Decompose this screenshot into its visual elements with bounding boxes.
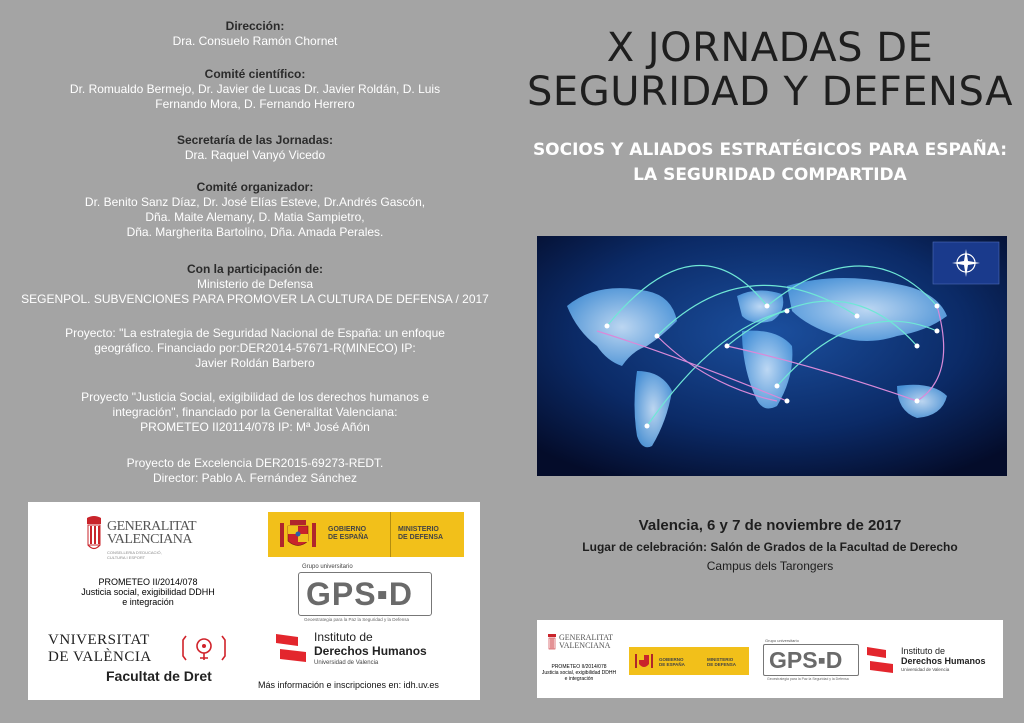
proyecto-2-block — [20, 390, 490, 435]
idh-small-line-3: Universidad de Valencia — [901, 667, 950, 672]
idh-mark-icon — [867, 646, 893, 674]
gps-small-tagline: Geoestrategia para la Paz la Seguridad y la Defensa — [767, 677, 849, 681]
secretaria-heading: Secretaría de las Jornadas: — [176, 133, 334, 147]
uv-emblem-icon — [180, 632, 228, 664]
proyecto-3-line-2: Director: Pablo A. Fernández Sánchez — [152, 471, 358, 485]
prometeo-caption-small — [539, 664, 619, 682]
generalitat-small-name-2: VALENCIANA — [559, 641, 611, 650]
ministerio-line-1: MINISTERIO — [398, 526, 439, 533]
event-title — [520, 26, 1020, 114]
prometeo-line-1: PROMETEO II/2014/078 — [98, 577, 198, 587]
proyecto-2-line-3: PROMETEO II20114/078 IP: Mª José Añón — [140, 420, 370, 434]
more-info-text: Más información e inscripciones en: idh.uv.es — [258, 680, 439, 690]
prometeo-small-line-1: PROMETEO II/2014/078 — [551, 664, 607, 670]
proyecto-2-line-2: integración", financiado por la Generalitat Valenciana: — [112, 405, 398, 419]
participacion-line-1: Ministerio de Defensa — [196, 277, 314, 291]
idh-line-2: Derechos Humanos — [314, 644, 427, 658]
generalitat-name-1: GENERALITAT — [107, 519, 197, 534]
event-campus: Campus dels Tarongers — [706, 559, 834, 573]
comite-organizador-line-3: Dña. Margherita Bartolino, Dña. Amada Perales. — [126, 225, 384, 239]
participacion-block — [20, 262, 490, 307]
gobierno-divider — [390, 512, 391, 557]
gps-d-logo — [298, 564, 432, 624]
prometeo-line-2: Justicia social, exigibilidad DDHH — [81, 587, 215, 597]
universitat-valencia-logo — [48, 632, 248, 684]
comite-cientifico-heading: Comité científico: — [204, 67, 306, 81]
idh-small-line-2: Derechos Humanos — [901, 656, 986, 666]
comite-organizador-heading: Comité organizador: — [196, 180, 314, 194]
gps-small-wordmark: GPS▪D — [769, 647, 843, 673]
gobierno-ministerio-defensa-logo — [268, 512, 464, 557]
event-title-line-1: X JORNADAS DE — [606, 25, 934, 71]
secretaria-text: Dra. Raquel Vanyó Vicedo — [184, 148, 326, 162]
sponsor-logos-strip — [537, 620, 1003, 698]
proyecto-1-line-1: Proyecto: "La estrategia de Seguridad Nacional de España: un enfoque — [65, 326, 445, 340]
credits-panel — [0, 0, 510, 495]
proyecto-1-line-2: geográfico. Financiado por:DER2014-57671-R(MINECO) IP: — [94, 341, 416, 355]
comite-organizador-block — [20, 180, 490, 240]
event-date: Valencia, 6 y 7 de noviembre de 2017 — [638, 517, 902, 534]
secretaria-block — [20, 133, 490, 163]
generalitat-small-name-1: GENERALITAT — [559, 633, 614, 642]
generalitat-emblem-icon — [83, 514, 105, 554]
generalitat-subtitle: CONSELLERIA D'EDUCACIÓ, CULTURA I ESPORT — [107, 550, 162, 560]
spain-coat-of-arms-icon — [278, 517, 318, 552]
generalitat-name-2: VALENCIANA — [107, 532, 192, 547]
event-title-line-2: SEGURIDAD Y DEFENSA — [527, 69, 1013, 115]
generalitat-valenciana-logo-small — [547, 630, 617, 660]
proyecto-1-block — [20, 326, 490, 371]
proyecto-3-block — [20, 456, 490, 486]
gps-wordmark: GPS▪D — [306, 576, 414, 612]
prometeo-small-line-2: Justicia social, exigibilidad DDHH — [541, 670, 617, 676]
instituto-derechos-humanos-logo — [276, 630, 476, 670]
sponsor-logos-box — [28, 502, 480, 700]
comite-organizador-line-2: Dña. Maite Alemany, D. Matia Sampietro, — [145, 210, 365, 224]
prometeo-caption — [38, 577, 258, 607]
comite-cientifico-line-2: Fernando Mora, D. Fernando Herrero — [155, 97, 355, 111]
event-subtitle — [520, 138, 1020, 188]
event-subtitle-line-1: SOCIOS Y ALIADOS ESTRATÉGICOS PARA ESPAÑA: — [532, 140, 1008, 160]
instituto-derechos-humanos-logo-small — [867, 646, 997, 676]
gobierno-ministerio-logo-small — [629, 647, 749, 675]
generalitat-valenciana-logo — [83, 512, 203, 572]
comite-cientifico-block — [20, 67, 490, 112]
facultat-dret-label: Facultat de Dret — [106, 668, 212, 684]
gobierno-line-1: GOBIERNO — [328, 526, 367, 533]
proyecto-3-line-1: Proyecto de Excelencia DER2015-69273-REDT. — [126, 456, 384, 470]
uv-line-2: DE VALÈNCIA — [48, 649, 152, 665]
gobierno-line-2: DE ESPAÑA — [328, 534, 369, 541]
event-subtitle-line-2: LA SEGURIDAD COMPARTIDA — [633, 165, 907, 185]
direccion-text: Dra. Consuelo Ramón Chornet — [172, 34, 338, 48]
ministerio-small-line-1: MINISTERIO — [707, 657, 734, 662]
world-network-image — [537, 236, 1007, 476]
gps-group-label: Grupo universitario — [302, 564, 353, 570]
gps-small-group-label: Grupo universitario — [765, 638, 799, 643]
idh-small-line-1: Instituto de — [901, 646, 946, 656]
idh-line-1: Instituto de — [314, 630, 373, 644]
prometeo-small-line-3: e integración — [564, 676, 594, 682]
comite-cientifico-line-1: Dr. Romualdo Bermejo, Dr. Javier de Lucas Dr. Javier Roldán, D. Luis — [69, 82, 441, 96]
direccion-block — [20, 19, 490, 49]
spain-coat-of-arms-icon — [634, 650, 654, 672]
idh-mark-icon — [276, 632, 306, 664]
ministerio-small-line-2: DE DEFENSA — [707, 662, 737, 667]
gobierno-small-line-1: GOBIERNO — [659, 657, 684, 662]
direccion-heading: Dirección: — [225, 19, 285, 33]
uv-line-1: VNIVERSITAT — [48, 632, 150, 648]
gps-d-logo-small — [763, 638, 859, 684]
proyecto-2-line-1: Proyecto "Justicia Social, exigibilidad de los derechos humanos e — [81, 390, 429, 404]
generalitat-emblem-icon — [547, 632, 557, 654]
prometeo-line-3: e integración — [122, 597, 174, 607]
participacion-heading: Con la participación de: — [186, 262, 324, 276]
nato-flag-icon — [933, 242, 999, 284]
event-venue: Lugar de celebración: Salón de Grados de la Facultad de Derecho — [582, 540, 958, 554]
idh-line-3: Universidad de Valencia — [314, 660, 379, 666]
ministerio-line-2: DE DEFENSA — [398, 534, 444, 541]
gobierno-small-line-2: DE ESPAÑA — [659, 662, 685, 667]
proyecto-1-line-3: Javier Roldán Barbero — [195, 356, 315, 370]
gps-tagline: Geoestrategia para la Paz la Seguridad y la Defensa — [304, 617, 410, 622]
comite-organizador-line-1: Dr. Benito Sanz Díaz, Dr. José Elías Esteve, Dr.Andrés Gascón, — [84, 195, 426, 209]
participacion-line-2: SEGENPOL. SUBVENCIONES PARA PROMOVER LA CULTURA DE DEFENSA / 2017 — [21, 292, 489, 306]
